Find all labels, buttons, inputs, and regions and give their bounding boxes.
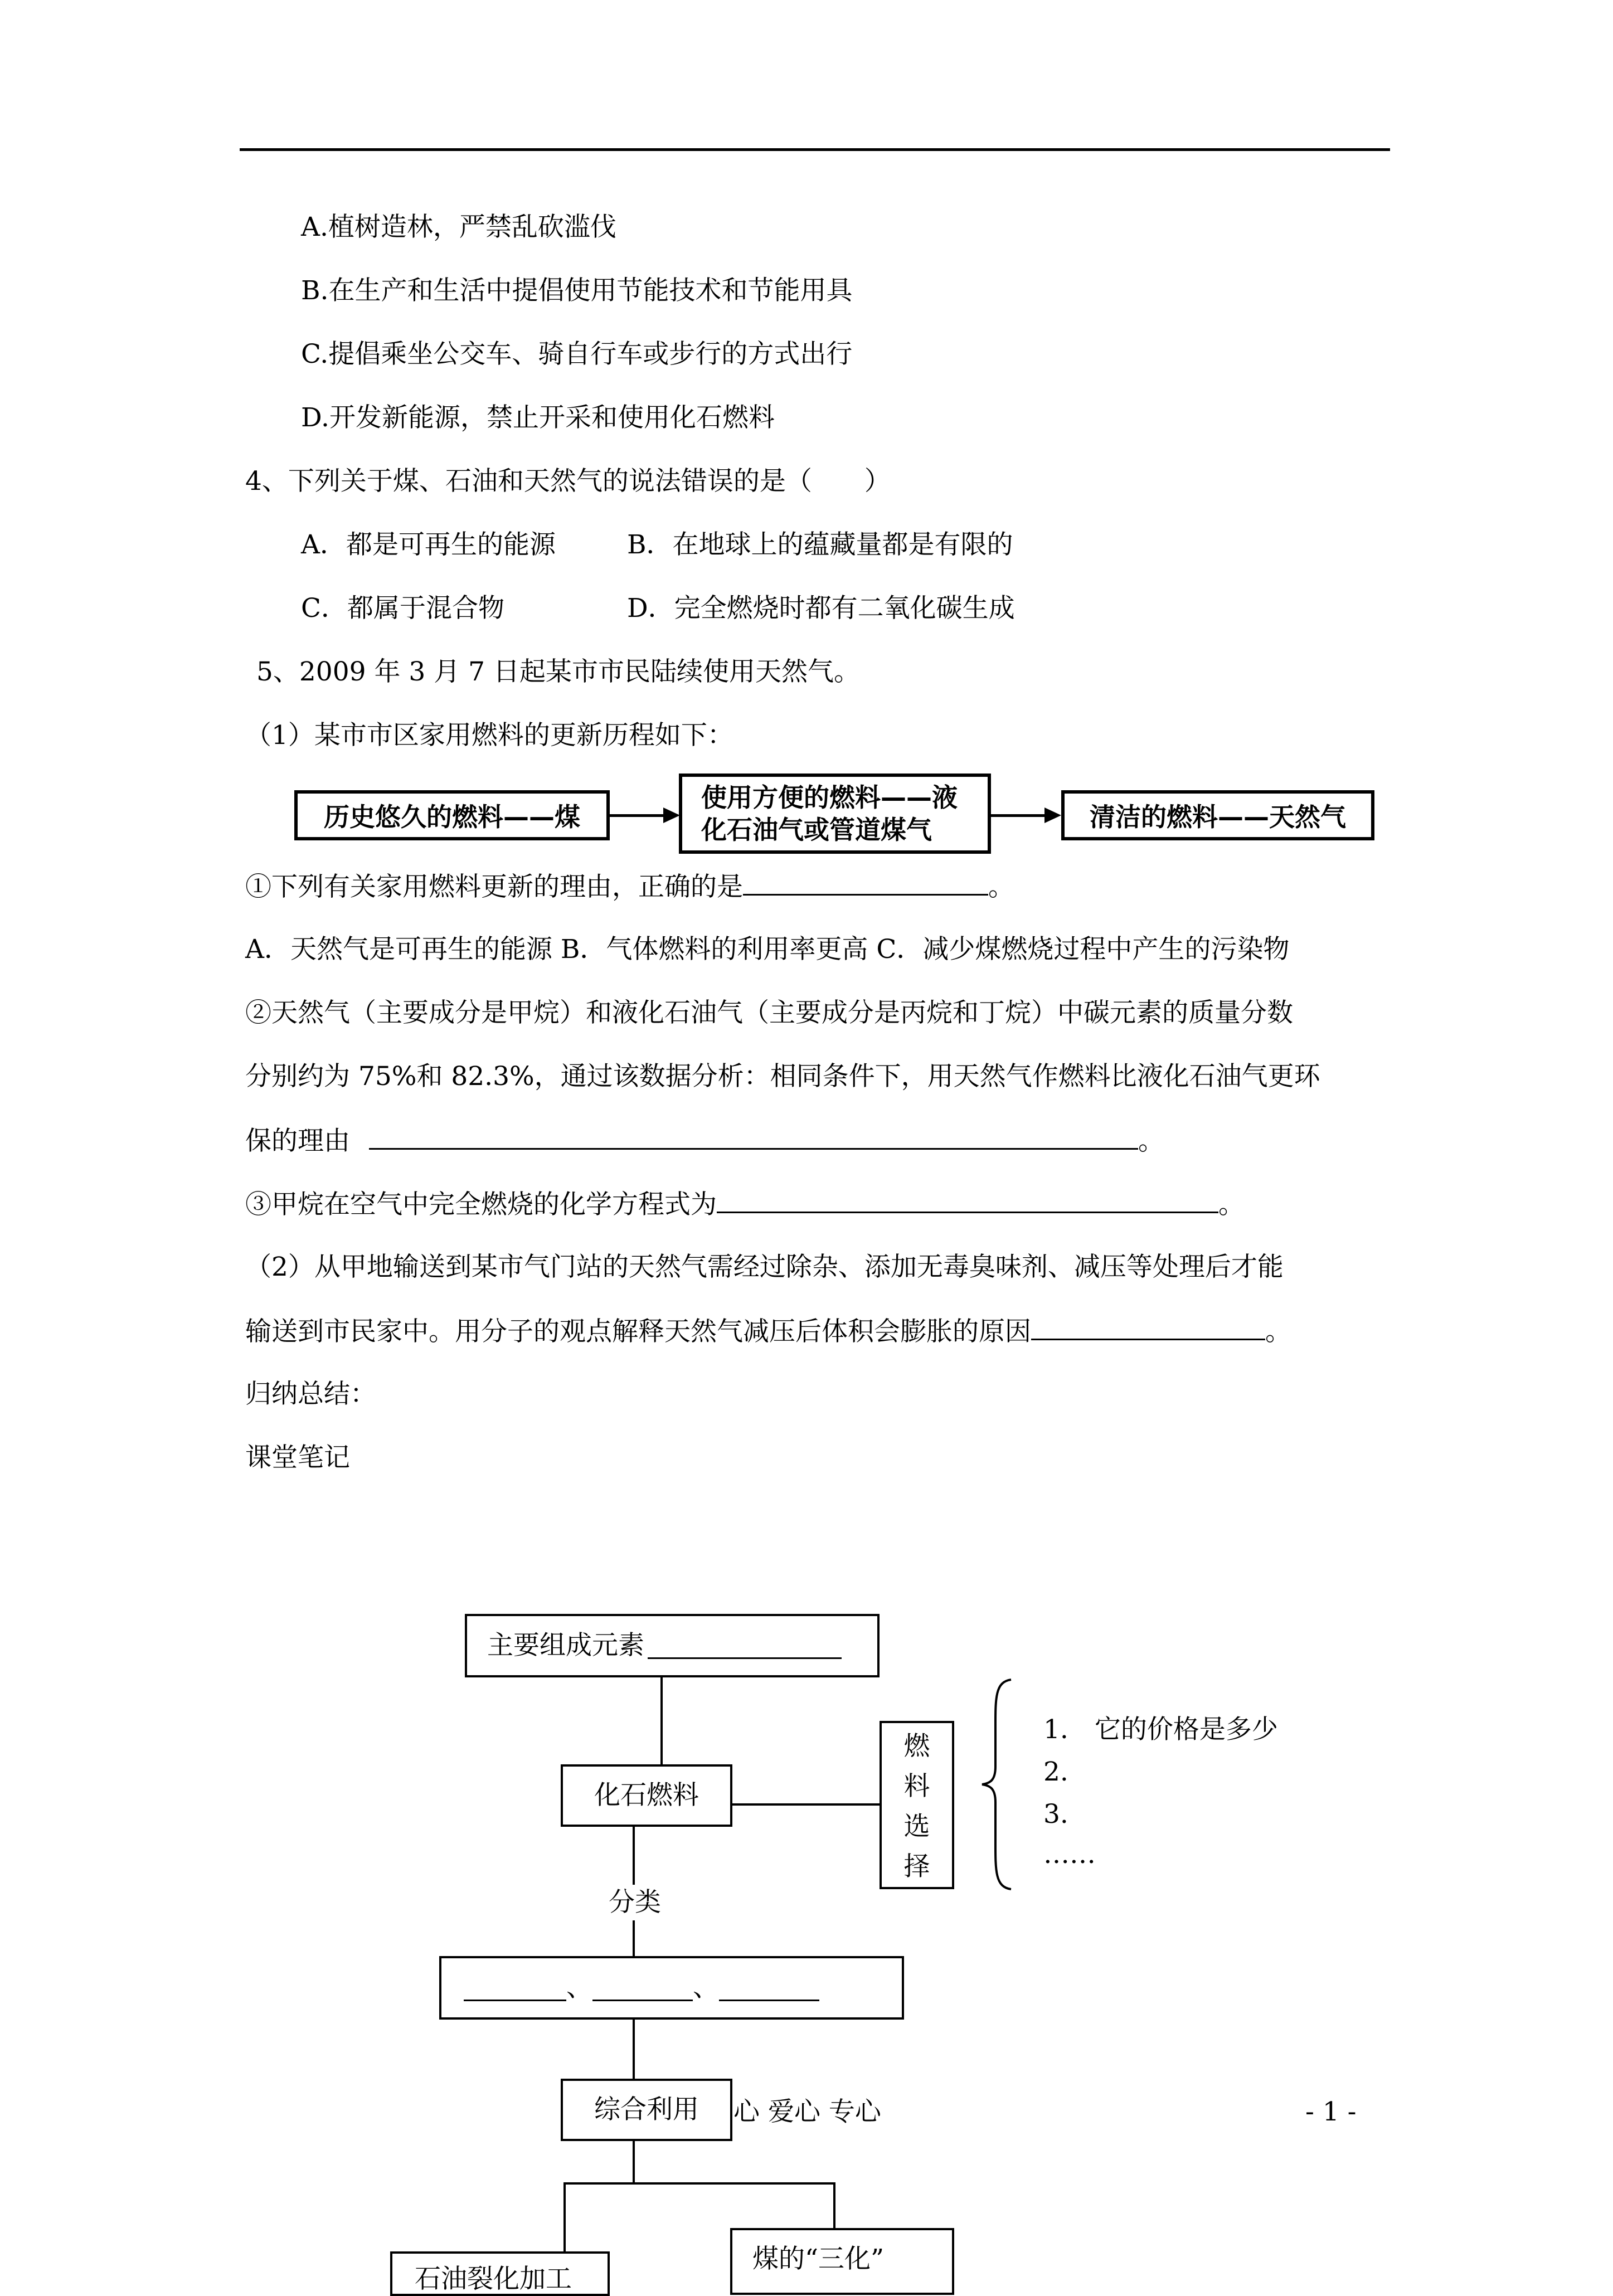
q5-part2-line1: （2）从甲地输送到某市气门站的天然气需经过除杂、添加无毒臭味剂、减压等处理后才能 [245, 1252, 1284, 1282]
fuel-choice-char-3: 选 [903, 1811, 930, 1842]
q5-sub2-line1: ②天然气（主要成分是甲烷）和液化石油气（主要成分是丙烷和丁烷）中碳元素的质量分数 [245, 998, 1293, 1028]
q5-sub2-line3 [245, 1123, 1164, 1158]
coal-box [730, 2228, 954, 2295]
fuel-type-blank-2[interactable] [592, 1975, 693, 2001]
fuel-choice-char-4: 择 [903, 1851, 930, 1882]
q3-option-b: B.在生产和生活中提倡使用节能技术和节能用具 [301, 275, 853, 306]
fossil-fuel-box [561, 1764, 732, 1827]
q3-option-d: D.开发新能源，禁止开采和使用化石燃料 [301, 402, 775, 433]
notes-label: 课堂笔记 [245, 1442, 350, 1473]
q5-sub1-prefix: ①下列有关家用燃料更新的理由，正确的是 [245, 872, 743, 902]
classify-label: 分类 [606, 1885, 663, 1920]
flow-box-lpg-line1: 使用方便的燃料——液 [701, 782, 958, 813]
petroleum-box [390, 2251, 610, 2296]
connector-fossil-choice [732, 1803, 880, 1806]
comprehensive-use-box [561, 2079, 732, 2141]
q5-sub2-line2: 分别约为 75%和 82.3%，通过该数据分析：相同条件下，用天然气作燃料比液化石油气更环 [245, 1061, 1320, 1092]
flow-arrow-1-line [610, 814, 671, 817]
q5-sub3-prefix: ③甲烷在空气中完全燃烧的化学方程式为 [245, 1189, 717, 1220]
q5-part2-blank[interactable] [1031, 1314, 1265, 1340]
q5-sub1-blank[interactable] [743, 869, 988, 896]
curly-brace-icon [979, 1677, 1018, 1891]
elements-blank[interactable] [648, 1633, 842, 1659]
summary-label: 归纳总结： [245, 1379, 376, 1409]
q5-sub2-line3-suffix: 。 [1138, 1126, 1164, 1156]
q5-part2-line2 [245, 1314, 1291, 1349]
flow-box-natural-gas-label: 清洁的燃料——天然气 [1090, 802, 1346, 832]
q5-sub2-line3-prefix: 保的理由 [245, 1126, 350, 1156]
petroleum-label: 石油裂化加工 [415, 2264, 572, 2294]
choice-item-3: 3. [1043, 1799, 1068, 1830]
q4-option-d: D．完全燃烧时都有二氧化碳生成 [627, 593, 1015, 624]
q5-part1-intro: （1）某市市区家用燃料的更新历程如下： [245, 720, 733, 751]
q5-sub1-options: A．天然气是可再生的能源 B．气体燃料的利用率更高 C．减少煤燃烧过程中产生的污染物 [245, 934, 1290, 965]
q3-option-a: A.植树造林，严禁乱砍滥伐 [301, 212, 616, 242]
q5-sub2-blank[interactable] [369, 1123, 1138, 1150]
choice-item-1: 1. 它的价格是多少 [1043, 1714, 1278, 1745]
elements-box-label: 主要组成元素 [487, 1630, 644, 1661]
q5-sub3 [245, 1187, 1245, 1222]
flow-box-lpg [679, 774, 991, 854]
q5-sub3-suffix: 。 [1218, 1189, 1245, 1220]
flow-box-coal-label: 历史悠久的燃料——煤 [324, 802, 580, 832]
q4-option-b: B．在地球上的蕴藏量都是有限的 [627, 529, 1013, 560]
q5-stem: 5、2009 年 3 月 7 日起某市市民陆续使用天然气。 [256, 656, 861, 687]
connector-use-branch [633, 2141, 635, 2183]
fossil-fuel-label: 化石燃料 [594, 1780, 699, 1811]
fuel-types-box [439, 1956, 904, 2020]
q5-sub1 [245, 869, 1014, 904]
connector-types-use [633, 2020, 635, 2079]
flow-box-lpg-line2: 化石油气或管道煤气 [701, 815, 932, 845]
branch-horizontal [563, 2182, 835, 2185]
coal-label: 煤的“三化” [752, 2244, 885, 2274]
header-rule [240, 148, 1390, 151]
q3-option-c: C.提倡乘坐公交车、骑自行车或步行的方式出行 [301, 339, 853, 369]
branch-right-drop [833, 2182, 835, 2229]
branch-left-drop [563, 2182, 566, 2251]
q5-sub3-blank[interactable] [717, 1187, 1218, 1213]
fuel-choice-char-2: 料 [903, 1771, 930, 1802]
q4-option-c: C．都属于混合物 [301, 593, 504, 624]
choice-item-2: 2. [1043, 1757, 1068, 1787]
fuel-type-blank-1[interactable] [464, 1975, 566, 2001]
footer-motto: 心 爱心 专心 [733, 2096, 881, 2127]
comprehensive-use-label: 综合利用 [594, 2094, 699, 2125]
q5-sub1-suffix: 。 [988, 872, 1014, 902]
page-number: - 1 - [1305, 2096, 1357, 2127]
q5-part2-line2-suffix: 。 [1265, 1316, 1291, 1347]
connector-elements-fossil [660, 1677, 663, 1764]
fuel-choice-box [880, 1721, 954, 1889]
q4-option-a: A．都是可再生的能源 [301, 529, 556, 560]
choice-item-4: …… [1043, 1839, 1096, 1870]
flow-arrow-2-line [991, 814, 1052, 817]
flow-arrow-1-head [663, 808, 680, 823]
flow-box-coal [294, 790, 610, 840]
q4-stem: 4、下列关于煤、石油和天然气的说法错误的是（ ） [245, 466, 891, 497]
flow-box-natural-gas [1061, 790, 1374, 840]
elements-box [465, 1614, 880, 1677]
fuel-choice-char-1: 燃 [903, 1731, 930, 1762]
fuel-type-sep-2: 、 [693, 1972, 719, 2003]
flow-arrow-2-head [1044, 808, 1061, 823]
fuel-type-blank-3[interactable] [719, 1975, 819, 2001]
q5-part2-line2-prefix: 输送到市民家中。用分子的观点解释天然气减压后体积会膨胀的原因 [245, 1316, 1031, 1347]
fuel-type-sep-1: 、 [566, 1972, 592, 2003]
